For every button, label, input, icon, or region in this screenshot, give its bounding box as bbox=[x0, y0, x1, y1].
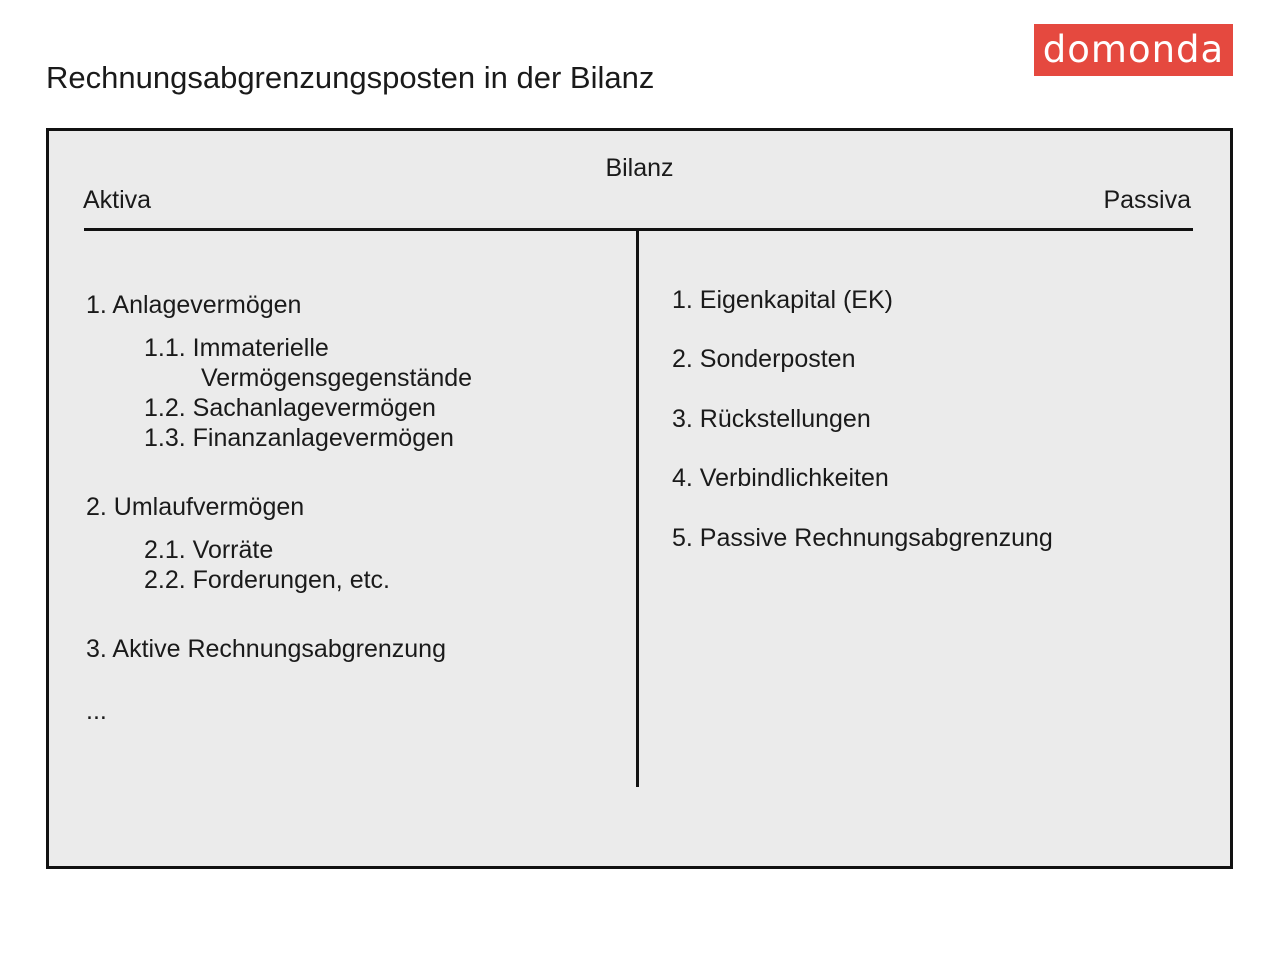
aktiva-item-anlagevermoegen: 1. Anlagevermögen bbox=[86, 291, 302, 319]
balance-sheet-title: Bilanz bbox=[605, 154, 674, 182]
aktiva-header: Aktiva bbox=[83, 186, 152, 214]
aktiva-subitem-forderungen: 2.2. Forderungen, etc. bbox=[144, 566, 390, 594]
passiva-item-verbindlichkeiten: 4. Verbindlichkeiten bbox=[672, 464, 889, 492]
passiva-header: Passiva bbox=[1103, 186, 1191, 214]
t-account-vertical-line bbox=[636, 231, 639, 787]
passiva-item-sonderposten: 2. Sonderposten bbox=[672, 345, 856, 373]
passiva-item-rueckstellungen: 3. Rückstellungen bbox=[672, 405, 871, 433]
aktiva-subitem-finanzanlagevermoegen: 1.3. Finanzanlagevermögen bbox=[144, 424, 454, 452]
aktiva-item-aktive-rechnungsabgrenzung: 3. Aktive Rechnungsabgrenzung bbox=[86, 635, 446, 663]
aktiva-subitem-immaterielle-cont: Vermögensgegenstände bbox=[201, 364, 473, 392]
page-title: Rechnungsabgrenzungsposten in der Bilanz bbox=[46, 60, 655, 95]
passiva-item-eigenkapital: 1. Eigenkapital (EK) bbox=[672, 286, 893, 314]
aktiva-subitem-sachanlagevermoegen: 1.2. Sachanlagevermögen bbox=[144, 394, 436, 422]
passiva-item-passive-rechnungsabgrenzung: 5. Passive Rechnungsabgrenzung bbox=[672, 524, 1053, 552]
aktiva-subitem-immaterielle: 1.1. Immaterielle bbox=[144, 334, 329, 362]
aktiva-ellipsis: ... bbox=[86, 697, 107, 725]
domonda-logo: domonda bbox=[1034, 24, 1233, 76]
aktiva-item-umlaufvermoegen: 2. Umlaufvermögen bbox=[86, 493, 305, 521]
balance-sheet-panel bbox=[46, 128, 1233, 869]
aktiva-subitem-vorraete: 2.1. Vorräte bbox=[144, 536, 274, 564]
